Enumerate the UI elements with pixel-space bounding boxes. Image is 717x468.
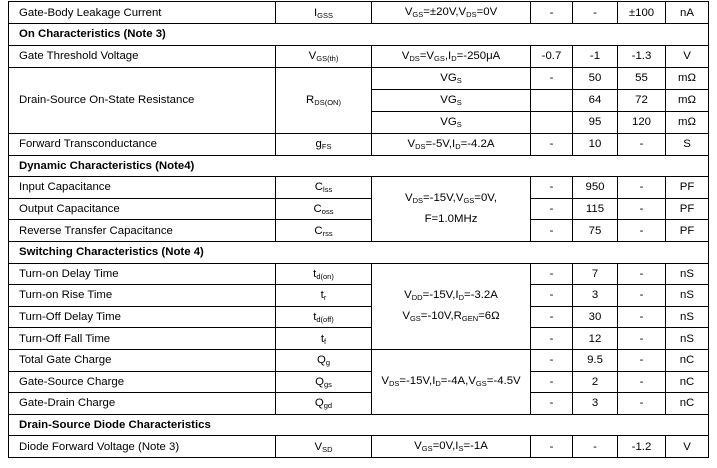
table-row bbox=[9, 2, 709, 24]
characteristics-table bbox=[8, 1, 709, 458]
condition-subscript: D bbox=[435, 379, 441, 389]
symbol-letter: Q bbox=[315, 375, 324, 388]
condition-subscript: GS bbox=[475, 379, 487, 389]
parameter-cell: Total Gate Charge bbox=[9, 349, 276, 371]
symbol-letter: I bbox=[313, 6, 318, 19]
table-body bbox=[9, 2, 709, 458]
condition-cell bbox=[372, 436, 531, 458]
section-row bbox=[9, 414, 709, 436]
condition-subscript: GS bbox=[409, 314, 421, 324]
condition-cell bbox=[372, 263, 531, 349]
condition-line bbox=[372, 306, 530, 327]
condition-subscript: DS bbox=[388, 379, 400, 389]
condition-subscript: DS bbox=[409, 53, 420, 63]
symbol-letter: C bbox=[314, 224, 323, 237]
typ-cell: 10 bbox=[573, 133, 618, 155]
symbol-subscript: SD bbox=[322, 444, 333, 454]
max-cell: -1.2 bbox=[618, 436, 666, 458]
condition-text: V bbox=[440, 71, 448, 84]
condition-text: =-4.2A bbox=[460, 137, 495, 150]
table-row bbox=[9, 198, 709, 220]
condition-cell bbox=[372, 177, 531, 242]
condition-subscript: DS bbox=[412, 196, 424, 206]
parameter-cell: Gate-Drain Charge bbox=[9, 393, 276, 415]
typ-cell: 95 bbox=[573, 111, 618, 133]
symbol-cell bbox=[276, 133, 372, 155]
typ-cell: 2 bbox=[573, 371, 618, 393]
condition-text: V bbox=[404, 6, 413, 18]
symbol-cell bbox=[276, 306, 372, 328]
symbol-cell bbox=[276, 2, 372, 24]
min-cell bbox=[531, 111, 573, 133]
symbol-letter: g bbox=[315, 138, 322, 151]
min-cell: - bbox=[531, 371, 573, 393]
section-row bbox=[9, 241, 709, 263]
min-cell: - bbox=[531, 349, 573, 371]
condition-line bbox=[372, 209, 530, 230]
unit-cell: nC bbox=[666, 349, 709, 371]
symbol-subscript: DS(ON) bbox=[314, 98, 341, 108]
condition-subscript: GS bbox=[421, 444, 433, 454]
max-cell: - bbox=[618, 285, 666, 307]
symbol-subscript: d(off) bbox=[316, 315, 334, 325]
unit-cell: PF bbox=[666, 177, 709, 199]
condition-text: =-15V,V bbox=[423, 192, 464, 205]
unit-cell: S bbox=[666, 133, 709, 155]
condition-line bbox=[372, 68, 530, 89]
condition-text: =-4A,V bbox=[440, 375, 476, 388]
parameter-cell: Forward Transconductance bbox=[9, 133, 276, 155]
min-cell: - bbox=[531, 285, 573, 307]
symbol-letter: t bbox=[313, 267, 317, 280]
condition-text: G bbox=[447, 71, 457, 84]
condition-subscript: GS bbox=[434, 53, 445, 63]
symbol-cell bbox=[276, 436, 372, 458]
table-row bbox=[9, 328, 709, 350]
condition-text: V bbox=[414, 440, 422, 453]
symbol-subscript: FS bbox=[321, 142, 332, 152]
table-row bbox=[9, 67, 709, 89]
table-row bbox=[9, 220, 709, 242]
condition-line bbox=[372, 371, 530, 392]
table-row bbox=[9, 306, 709, 328]
max-cell: - bbox=[618, 328, 666, 350]
parameter-cell: Diode Forward Voltage (Note 3) bbox=[9, 436, 276, 458]
max-cell: 72 bbox=[618, 89, 666, 111]
condition-text: =0V bbox=[476, 6, 498, 18]
unit-cell: nC bbox=[666, 371, 709, 393]
condition-text: V bbox=[404, 289, 412, 302]
symbol-letter: Q bbox=[314, 397, 324, 410]
condition-text: =V bbox=[419, 49, 435, 62]
section-row bbox=[9, 155, 709, 177]
condition-cell bbox=[372, 349, 531, 414]
condition-text: =-15V,I bbox=[422, 289, 459, 302]
symbol-cell bbox=[276, 263, 372, 285]
min-cell: - bbox=[531, 328, 573, 350]
min-cell: - bbox=[531, 198, 573, 220]
max-cell: - bbox=[618, 306, 666, 328]
condition-line bbox=[372, 112, 530, 133]
condition-text: V bbox=[404, 192, 413, 205]
symbol-subscript: GS(th) bbox=[316, 54, 339, 64]
condition-cell bbox=[372, 67, 531, 89]
typ-cell: 950 bbox=[573, 177, 618, 199]
symbol-subscript: d(on) bbox=[316, 271, 334, 281]
symbol-cell bbox=[276, 393, 372, 415]
symbol-cell bbox=[276, 371, 372, 393]
min-cell: - bbox=[531, 133, 573, 155]
parameter-cell: Turn-on Delay Time bbox=[9, 263, 276, 285]
condition-text: =6Ω bbox=[478, 310, 500, 323]
typ-cell: 75 bbox=[573, 220, 618, 242]
unit-cell: PF bbox=[666, 198, 709, 220]
condition-subscript: S bbox=[456, 75, 462, 85]
symbol-subscript: f bbox=[324, 336, 327, 346]
symbol-cell bbox=[276, 328, 372, 350]
unit-cell: nS bbox=[666, 328, 709, 350]
max-cell: - bbox=[618, 220, 666, 242]
typ-cell: - bbox=[573, 436, 618, 458]
symbol-cell bbox=[276, 45, 372, 67]
symbol-subscript: lss bbox=[323, 185, 333, 195]
max-cell: - bbox=[618, 349, 666, 371]
unit-cell: nC bbox=[666, 393, 709, 415]
min-cell: - bbox=[531, 67, 573, 89]
unit-cell: nA bbox=[666, 2, 709, 24]
parameter-cell: Gate Threshold Voltage bbox=[9, 45, 276, 67]
table-row bbox=[9, 133, 709, 155]
symbol-subscript: rss bbox=[322, 228, 333, 238]
max-cell: - bbox=[618, 133, 666, 155]
condition-cell bbox=[372, 133, 531, 155]
section-title: Drain-Source Diode Characteristics bbox=[9, 414, 709, 436]
table-row bbox=[9, 349, 709, 371]
typ-cell: -1 bbox=[573, 45, 618, 67]
parameter-cell: Gate-Body Leakage Current bbox=[9, 2, 276, 24]
condition-subscript: GS bbox=[412, 10, 424, 19]
min-cell: -0.7 bbox=[531, 45, 573, 67]
condition-subscript: GEN bbox=[461, 314, 479, 324]
condition-text: =-5V,I bbox=[425, 137, 456, 150]
max-cell: ±100 bbox=[618, 2, 666, 24]
condition-text: ,I bbox=[444, 49, 452, 62]
condition-text: =0V, bbox=[474, 192, 497, 205]
symbol-subscript: r bbox=[323, 293, 327, 303]
condition-text: =-3.2A bbox=[463, 289, 498, 302]
typ-cell: 3 bbox=[573, 285, 618, 307]
table-row bbox=[9, 45, 709, 67]
condition-text: V bbox=[381, 375, 389, 388]
unit-cell: nS bbox=[666, 263, 709, 285]
typ-cell: 9.5 bbox=[573, 349, 618, 371]
typ-cell: 30 bbox=[573, 306, 618, 328]
symbol-cell bbox=[276, 198, 372, 220]
symbol-subscript: oss bbox=[321, 207, 334, 217]
max-cell: 120 bbox=[618, 111, 666, 133]
parameter-cell: Drain-Source On-State Resistance bbox=[9, 67, 276, 133]
condition-text: =-250μA bbox=[456, 49, 501, 62]
condition-text: =-10V,R bbox=[420, 310, 462, 323]
min-cell: - bbox=[531, 436, 573, 458]
condition-subscript: S bbox=[456, 119, 462, 129]
condition-line bbox=[372, 285, 530, 306]
condition-text: V bbox=[407, 137, 416, 150]
unit-cell: mΩ bbox=[666, 67, 709, 89]
symbol-letter: t bbox=[320, 289, 324, 302]
condition-subscript: DS bbox=[466, 10, 477, 19]
condition-subscript: DD bbox=[411, 293, 423, 303]
max-cell: - bbox=[618, 198, 666, 220]
symbol-subscript: gs bbox=[323, 379, 332, 389]
section-row bbox=[9, 24, 709, 46]
condition-cell bbox=[372, 45, 531, 67]
condition-cell bbox=[372, 2, 531, 24]
min-cell: - bbox=[531, 2, 573, 24]
typ-cell: - bbox=[573, 2, 618, 24]
unit-cell: PF bbox=[666, 220, 709, 242]
parameter-cell: Output Capacitance bbox=[9, 198, 276, 220]
max-cell: 55 bbox=[618, 67, 666, 89]
table-row bbox=[9, 263, 709, 285]
symbol-letter: V bbox=[314, 440, 323, 453]
typ-cell: 7 bbox=[573, 263, 618, 285]
symbol-subscript: g bbox=[325, 358, 331, 368]
min-cell: - bbox=[531, 263, 573, 285]
unit-cell: mΩ bbox=[666, 111, 709, 133]
parameter-cell: Reverse Transfer Capacitance bbox=[9, 220, 276, 242]
table-row bbox=[9, 393, 709, 415]
condition-text: V bbox=[440, 115, 448, 128]
typ-cell: 115 bbox=[573, 198, 618, 220]
min-cell: - bbox=[531, 393, 573, 415]
unit-cell: V bbox=[666, 436, 709, 458]
parameter-cell: Turn-Off Delay Time bbox=[9, 306, 276, 328]
typ-cell: 50 bbox=[573, 67, 618, 89]
min-cell: - bbox=[531, 306, 573, 328]
symbol-letter: t bbox=[320, 332, 325, 345]
symbol-cell bbox=[276, 349, 372, 371]
condition-text: =0V,I bbox=[432, 440, 459, 453]
symbol-letter: R bbox=[306, 94, 315, 107]
symbol-cell bbox=[276, 177, 372, 199]
condition-text: V bbox=[440, 93, 448, 106]
symbol-letter: Q bbox=[316, 354, 326, 367]
max-cell: - bbox=[618, 177, 666, 199]
condition-line bbox=[372, 90, 530, 111]
table-row bbox=[9, 371, 709, 393]
condition-text: V bbox=[401, 49, 410, 62]
section-title: Dynamic Characteristics (Note4) bbox=[9, 155, 709, 177]
section-title: On Characteristics (Note 3) bbox=[9, 24, 709, 46]
condition-line bbox=[372, 2, 530, 23]
symbol-cell bbox=[276, 285, 372, 307]
condition-text: V bbox=[402, 310, 410, 323]
condition-text: G bbox=[447, 93, 457, 106]
max-cell: -1.3 bbox=[618, 45, 666, 67]
condition-line bbox=[372, 436, 530, 457]
typ-cell: 12 bbox=[573, 328, 618, 350]
condition-subscript: GS bbox=[463, 196, 475, 206]
unit-cell: V bbox=[666, 45, 709, 67]
section-title: Switching Characteristics (Note 4) bbox=[9, 241, 709, 263]
condition-cell bbox=[372, 111, 531, 133]
table-row bbox=[9, 177, 709, 199]
symbol-letter: C bbox=[314, 181, 324, 194]
table-row bbox=[9, 285, 709, 307]
symbol-letter: C bbox=[313, 203, 322, 216]
symbol-subscript: gd bbox=[323, 401, 333, 411]
table-row bbox=[9, 436, 709, 458]
symbol-subscript: GSS bbox=[317, 10, 333, 20]
condition-line bbox=[372, 188, 530, 209]
condition-subscript: D bbox=[455, 141, 461, 151]
parameter-cell: Turn-Off Fall Time bbox=[9, 328, 276, 350]
unit-cell: nS bbox=[666, 285, 709, 307]
condition-subscript: DS bbox=[415, 141, 426, 151]
unit-cell: nS bbox=[666, 306, 709, 328]
condition-text: =±20V,V bbox=[423, 6, 467, 18]
max-cell: - bbox=[618, 393, 666, 415]
condition-text: =-15V,I bbox=[399, 375, 436, 388]
typ-cell: 3 bbox=[573, 393, 618, 415]
symbol-letter: t bbox=[313, 311, 317, 324]
symbol-cell bbox=[276, 220, 372, 242]
condition-cell bbox=[372, 89, 531, 111]
condition-line bbox=[372, 134, 530, 155]
parameter-cell: Input Capacitance bbox=[9, 177, 276, 199]
symbol-cell bbox=[276, 67, 372, 133]
condition-subscript: S bbox=[456, 97, 462, 107]
condition-subscript: S bbox=[458, 444, 464, 454]
unit-cell: mΩ bbox=[666, 89, 709, 111]
symbol-letter: V bbox=[308, 50, 317, 63]
parameter-cell: Gate-Source Charge bbox=[9, 371, 276, 393]
condition-subscript: D bbox=[451, 53, 457, 63]
min-cell bbox=[531, 89, 573, 111]
typ-cell: 64 bbox=[573, 89, 618, 111]
condition-text: G bbox=[447, 115, 457, 128]
condition-text: F=1.0MHz bbox=[424, 213, 478, 226]
condition-subscript: D bbox=[458, 293, 464, 303]
condition-line bbox=[372, 46, 530, 67]
condition-text: =-4.5V bbox=[486, 375, 521, 388]
min-cell: - bbox=[531, 220, 573, 242]
min-cell: - bbox=[531, 177, 573, 199]
max-cell: - bbox=[618, 371, 666, 393]
condition-text: =-1A bbox=[463, 440, 488, 453]
max-cell: - bbox=[618, 263, 666, 285]
parameter-cell: Turn-on Rise Time bbox=[9, 285, 276, 307]
